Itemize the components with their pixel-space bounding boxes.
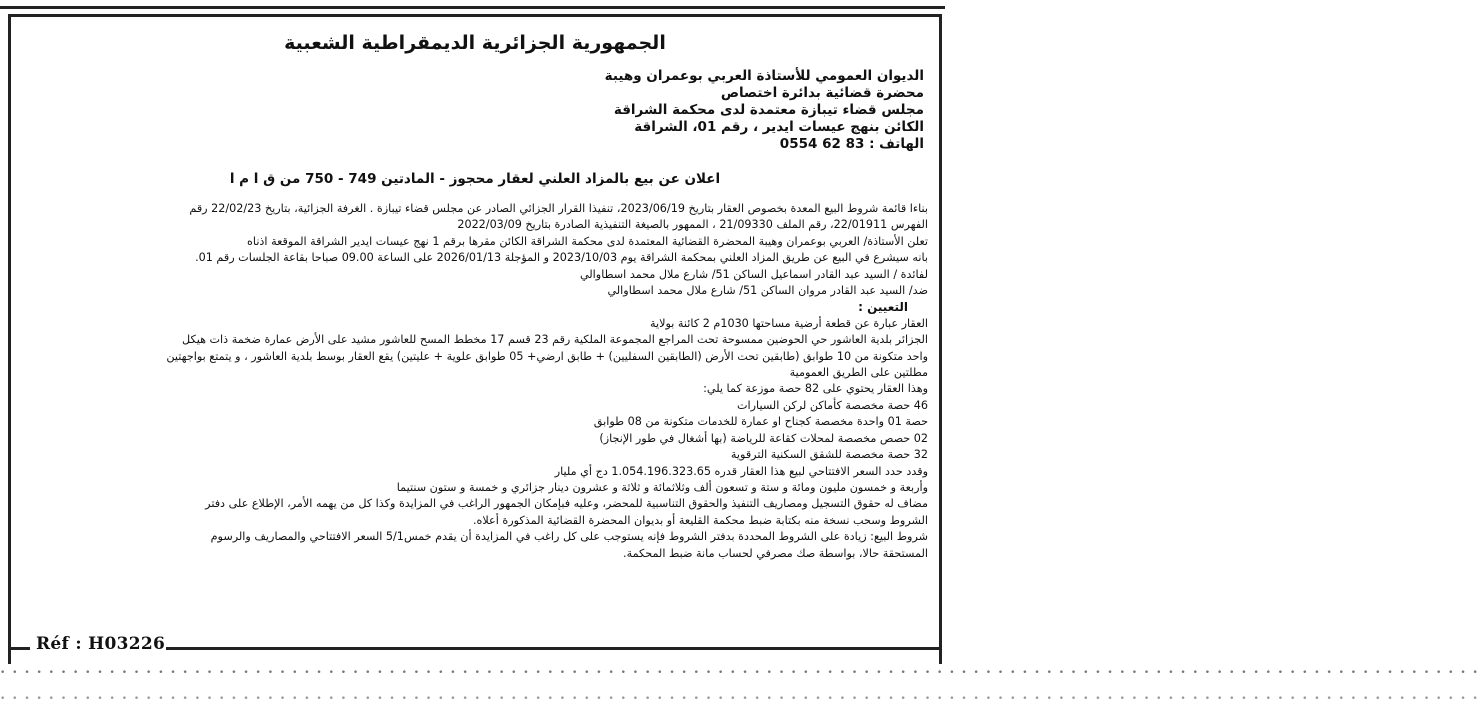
office-phone: الهاتف : 83 62 0554 bbox=[779, 136, 924, 152]
beneficiary-line: لفائدة / السيد عبد القادر اسماعيل الساكن 51/ شارع ملال محمد اسطاوالي bbox=[579, 267, 928, 281]
top-border-line bbox=[0, 0, 945, 9]
republic-heading: الجمهورية الجزائرية الديمقراطية الشعبية bbox=[284, 32, 666, 54]
price-line: وقدد حدد السعر الافتتاحي لبيع هذا العقار قدره 1.054.196.323.65 دج أي مليار bbox=[554, 464, 928, 478]
price-line: وأربعة و خمسون مليون ومائة و ستة و تسعون ألف وثلاثمائة و ثلاثة و عشرون دينار جزائري و خمسة و ستون سنتيما bbox=[396, 480, 928, 494]
designation-heading: التعيين : bbox=[858, 300, 908, 315]
price-line: مضاف له حقوق التسجيل ومصاريف التنفيذ والحقوق التناسبية للمحضر، وعليه فبإمكان الجمهور الراغب في المزايدة وكذا كل من يهمه الأمر، الإطلاع على دفتر bbox=[205, 497, 928, 511]
designation-line: حصة 01 واحدة مخصصة كجناح او عمارة للخدمات متكونة من 08 طوابق bbox=[593, 415, 928, 429]
designation-line: 46 حصة مخصصة كأماكن لركن السيارات bbox=[737, 398, 928, 412]
intro-line: الفهرس 22/01911، رقم الملف 21/09330 ، الممهور بالصيغة التنفيذية الصادرة بتاريخ 2022/03/09 bbox=[457, 218, 928, 232]
notice-title: اعلان عن بيع بالمزاد العلني لعقار محجوز - المادتين 749 - 750 من ق ا م ا bbox=[229, 171, 721, 187]
designation-line: 02 حصص مخصصة لمحلات كقاعة للرياضة (بها أشغال في طور الإنجاز) bbox=[599, 431, 928, 445]
defendant-line: ضد/ السيد عبد القادر مروان الساكن 51/ شارع ملال محمد اسطاوالي bbox=[607, 284, 928, 298]
designation-line: مطلتين على الطريق العمومية bbox=[789, 366, 928, 380]
office-line: محضرة قضائية بدائرة اختصاص bbox=[720, 85, 924, 101]
designation-line: 32 حصة مخصصة للشقق السكنية الترقوية bbox=[730, 448, 928, 462]
intro-line: تعلن الأستاذة/ العربي بوعمران وهيبة المحضرة القضائية المعتمدة لدى محكمة الشراقة الكائن مقرها برقم 1 نهج عيسات ايدير الشراقة الموقعة اذناه bbox=[247, 234, 928, 248]
conditions-line: شروط البيع: زيادة على الشروط المحددة بدفتر الشروط فإنه يستوجب على كل راغب في المزايدة أن يقدم خمس5/1 السعر الافتتاحي والمصاريف والرسوم bbox=[210, 530, 928, 544]
price-line: الشروط وسحب نسخة منه بكتابة ضبط محكمة القليعة أو بديوان المحضرة القضائية المذكورة أعلاه. bbox=[472, 513, 928, 527]
designation-line: وهذا العقار يحتوي على 82 حصة موزعة كما يلي: bbox=[703, 382, 928, 396]
office-line: مجلس قضاء تيبازة معتمدة لدى محكمة الشراقة bbox=[613, 102, 924, 118]
designation-line: العقار عبارة عن قطعة أرضية مساحتها 1030م 2 كائنة بولاية bbox=[649, 316, 928, 330]
perforation-dots: • • • • • • • • • • • • • • • • • • • • • • • • • • • • • • • • • • • • • • • • • • • • • • • • • • • • • • • • • • • • • • • • • • • • • • • • • • • • • • • • • • • • • • • • • • • • • • • • • • • • • • • • • • • • • • • • • • • • • • • • • • bbox=[0, 694, 1480, 704]
notice-content bbox=[22, 30, 928, 562]
notice-body bbox=[22, 201, 928, 562]
bottom-border-right-segment bbox=[166, 647, 942, 650]
office-block bbox=[22, 68, 928, 153]
office-line: الكائن بنهج عيسات ايدير ، رقم 01، الشراقة bbox=[634, 119, 924, 135]
perforation-dots: • • • • • • • • • • • • • • • • • • • • • • • • • • • • • • • • • • • • • • • • • • • • • • • • • • • • • • • • • • • • • • • • • • • • • • • • • • • • • • • • • • • • • • • • • • • • • • • • • • • • • • • • • • • • • • • • • • • • • • • • • • bbox=[0, 668, 1480, 678]
reference-code: Réf : H03226 bbox=[36, 634, 166, 654]
office-line: الديوان العمومي للأستاذة العربي بوعمران وهيبة bbox=[604, 68, 924, 84]
intro-line: بانه سيشرع في البيع عن طريق المزاد العلني بمحكمة الشراقة يوم 2023/10/03 و المؤجلة 2026/01/13 على الساعة 09.00 صباحا بقاعة الجلسات رقم 01. bbox=[195, 251, 928, 265]
designation-line: الجزائر بلدية العاشور حي الحوضين ممسوحة تحت المراجع المجموعة الملكية رقم 23 قسم 17 مخطط المسح للعاشور مشيد على الأرض عمارة ضخمة ذات هيكل bbox=[182, 333, 928, 347]
bottom-border-left-segment bbox=[8, 647, 30, 650]
designation-line: واحد متكونة من 10 طوابق (طابقين تحت الأرض (الطابقين السفليين) + طابق ارضي+ 05 طوابق علوية + عليتين) يقع العقار بوسط بلدية العاشور ، و يتمتع بواجهتين bbox=[166, 349, 928, 363]
intro-line: بناءا قائمة شروط البيع المعدة بخصوص العقار بتاريخ 2023/06/19، تنفيذا القرار الجزائي الصادر عن مجلس قضاء تيبازة . الغرفة الجزائية، بتاريخ 22/02/23 رقم bbox=[189, 202, 928, 215]
conditions-line: المستحقة حالا، بواسطة صك مصرفي لحساب مانة ضبط المحكمة. bbox=[623, 546, 928, 560]
